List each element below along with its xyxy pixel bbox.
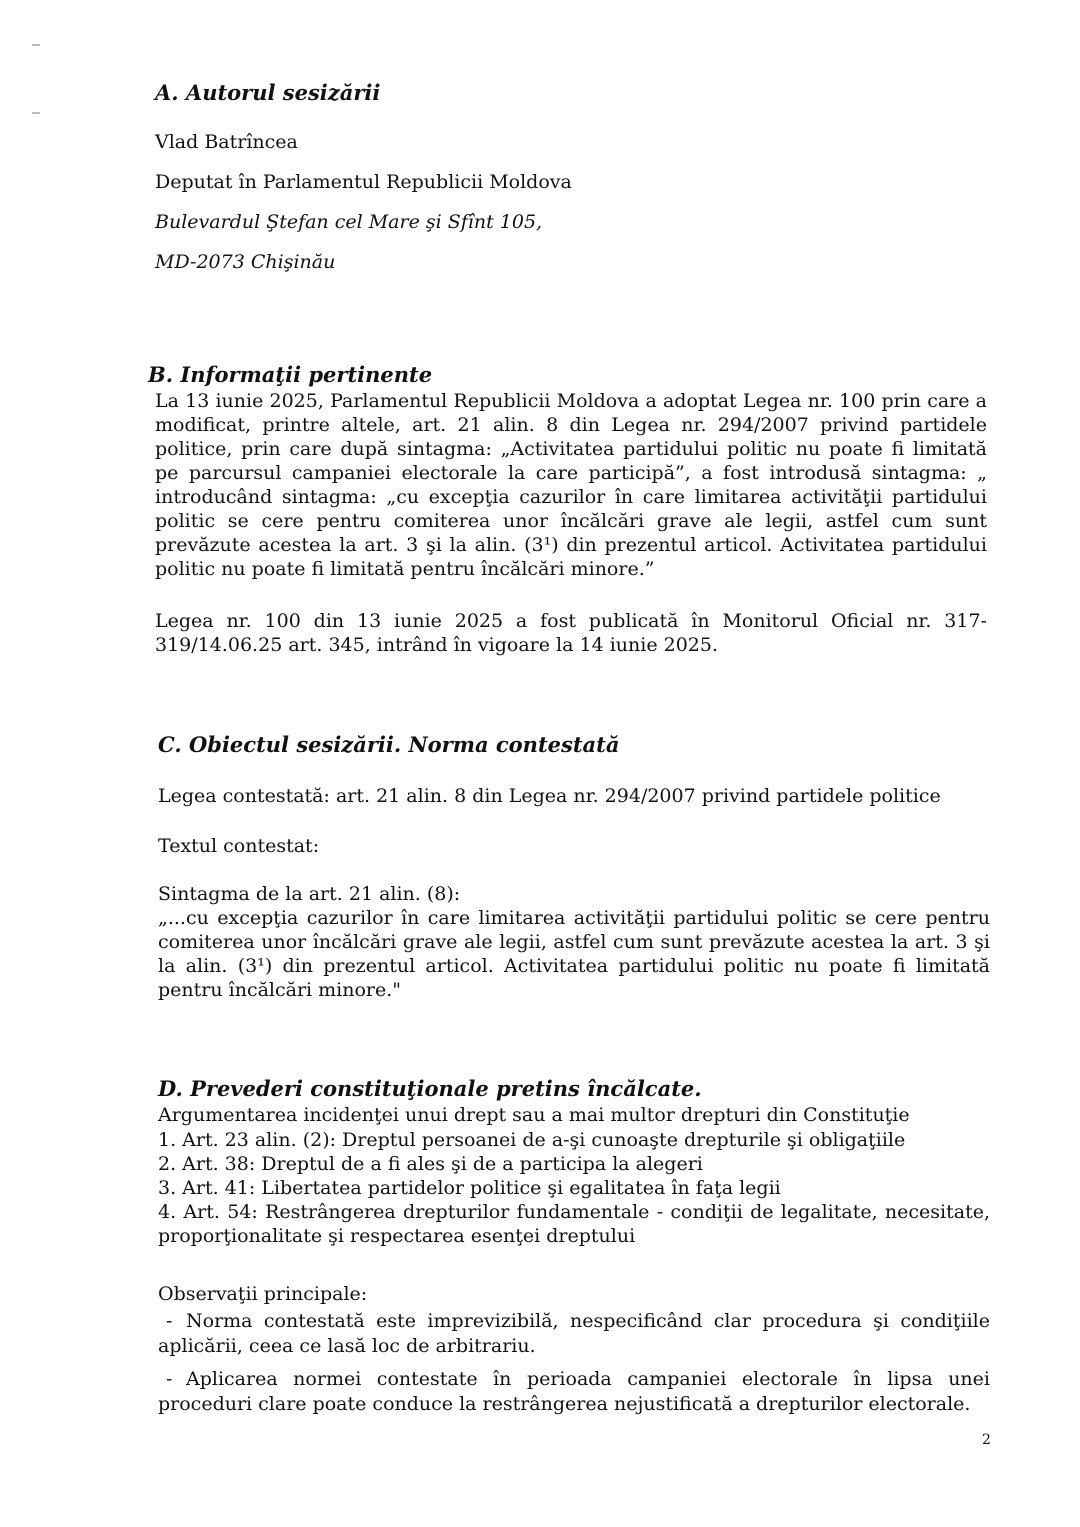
page-number: 2 — [982, 1432, 991, 1448]
scan-artifact — [32, 44, 40, 46]
scan-artifact — [32, 112, 40, 114]
list-item: 1. Art. 23 alin. (2): Dreptul persoanei de a-şi cunoaşte drepturile şi obligaţiile — [158, 1129, 906, 1151]
bullet-dash: - — [166, 1310, 173, 1332]
section-d-heading: D. Prevederi constituţionale pretins încălcate. — [158, 1076, 702, 1101]
observation-text: Aplicarea normei contestate în perioada campaniei electorale în lipsa unei proceduri clare poate conduce la restrângerea nejustificată a drepturilor electorale. — [158, 1368, 990, 1415]
author-role: Deputat în Parlamentul Republicii Moldova — [155, 171, 572, 193]
contested-law: Legea contestată: art. 21 alin. 8 din Legea nr. 294/2007 privind partidele politice — [158, 785, 941, 807]
section-b-paragraph2: Legea nr. 100 din 13 iunie 2025 a fost publicată în Monitorul Oficial nr. 317-319/14.06.25 art. 345, intrând în vigoare la 14 iunie 2025. — [155, 610, 987, 656]
author-name: Vlad Batrîncea — [155, 131, 298, 153]
observations-label: Observaţii principale: — [158, 1283, 368, 1305]
section-c-heading: C. Obiectul sesizării. Norma contestată — [158, 732, 620, 757]
contested-phrase-intro: Sintagma de la art. 21 alin. (8): — [158, 883, 461, 905]
section-d-intro: Argumentarea incidenţei unui drept sau a mai multor drepturi din Constituţie — [158, 1104, 910, 1126]
list-item: 4. Art. 54: Restrângerea drepturilor fundamentale - condiţii de legalitate, necesitate, proporţionalitate şi respectarea esenţei dreptului — [158, 1201, 990, 1247]
section-b-heading: B. Informaţii pertinente — [148, 362, 433, 387]
list-item: 3. Art. 41: Libertatea partidelor politice şi egalitatea în faţa legii — [158, 1177, 781, 1199]
observation-item — [158, 1367, 990, 1417]
author-address-line2: MD-2073 Chişinău — [155, 251, 336, 273]
section-b-paragraph1: La 13 iunie 2025, Parlamentul Republicii Moldova a adoptat Legea nr. 100 prin care a modificat, printre altele, art. 21 alin. 8 din Legea nr. 294/2007 privind partidele politice, prin care după sintagma: „Activitatea partidului politic nu poate fi limitată pe parcursul campaniei electorale la care participă”, a fost introdusă sintagma: „ introducând sintagma: „cu excepţia cazurilor în care limitarea activităţii partidului politic se cere pentru comiterea unor încălcări grave ale legii, astfel cum sunt prevăzute acestea la art. 3 şi la alin. (3¹) din prezentul articol. Activitatea partidului politic nu poate fi limitată pentru încălcări minore.” — [155, 390, 987, 580]
constitutional-articles-list — [158, 1128, 990, 1248]
observation-item — [158, 1309, 990, 1359]
section-a-heading: A. Autorul sesizării — [155, 80, 381, 105]
list-item: 2. Art. 38: Dreptul de a fi ales şi de a participa la alegeri — [158, 1153, 703, 1175]
observation-text: Norma contestată este imprevizibilă, nespecificând clar procedura şi condiţiile aplicării, ceea ce lasă loc de arbitrariu. — [158, 1310, 990, 1357]
contested-phrase-quote: „...cu excepţia cazurilor în care limitarea activităţii partidului politic se cere pentru comiterea unor încălcări grave ale legii, astfel cum sunt prevăzute acestea la art. 3 şi la alin. (3¹) din prezentul articol. Activitatea partidului politic nu poate fi limitată pentru încălcări minore." — [158, 907, 990, 1001]
author-address-line1: Bulevardul Ştefan cel Mare şi Sfînt 105, — [155, 211, 543, 233]
contested-text-label: Textul contestat: — [158, 835, 320, 857]
bullet-dash: - — [166, 1368, 173, 1390]
